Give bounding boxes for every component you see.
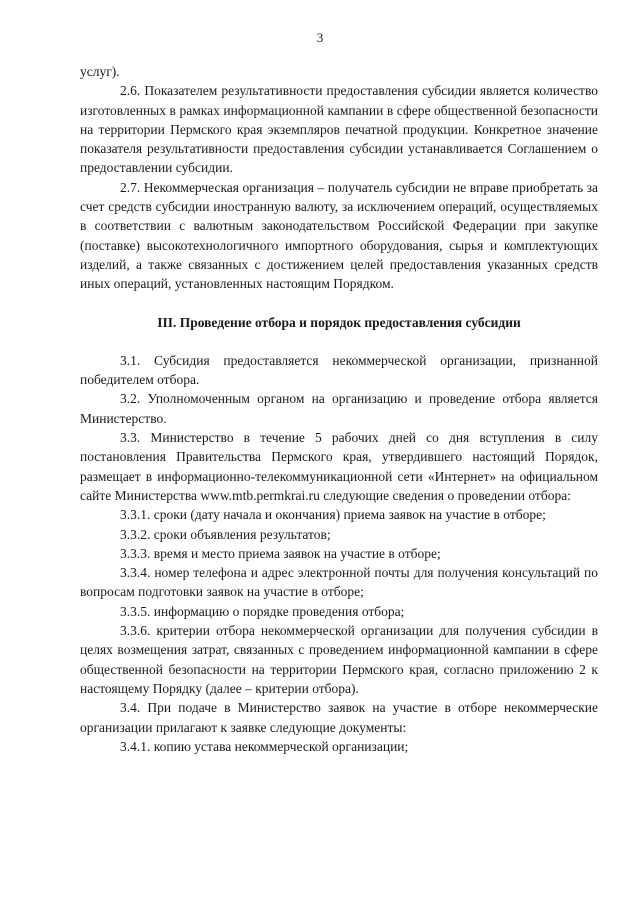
paragraph-3-3-2: 3.3.2. сроки объявления результатов; [120,526,331,542]
paragraph-3-3-6: 3.3.6. критерии отбора некоммерческой организации для получения субсидии в целях возмещения затрат, связанных с проведением информационной кампании в сфере общественной безопасности на территории Пермского края, согласно приложению 2 к настоящему Порядку (далее – критерии отбора). [80,623,598,696]
paragraph-continuation: услуг). [80,64,120,79]
paragraph-3-3-3: 3.3.3. время и место приема заявок на участие в отборе; [120,545,441,561]
paragraph-3-2: 3.2. Уполномоченным органом на организацию и проведение отбора является Министерство. [80,391,598,426]
paragraph-2-6: 2.6. Показателем результативности предоставления субсидии является количество изготовленных в рамках информационной кампании в сфере общественной безопасности на территории Пермского края экземпляров печатной продукции. Конкретное значение показателя результативности предоставления субсидии устанавливается Соглашением о предоставлении субсидии. [80,83,598,176]
paragraph-2-7: 2.7. Некоммерческая организация – получатель субсидии не вправе приобретать за счет средств субсидии иностранную валюту, за исключением операций, осуществляемых в соответствии с валютным законодательством Российской Федерации при закупке (поставке) высокотехнологичного импортного оборудования, сырья и комплектующих изделий, а также связанных с достижением целей предоставления указанных средств иных операций, установленных настоящим Порядком. [80,179,598,292]
paragraph-3-3-4: 3.3.4. номер телефона и адрес электронной почты для получения консультаций по вопросам подготовки заявок на участие в отборе; [80,565,598,600]
document-body [80,62,598,756]
page-number: 3 [316,30,324,45]
paragraph-3-1: 3.1. Субсидия предоставляется некоммерческой организации, признанной победителем отбора. [80,352,598,388]
paragraph-3-3-1: 3.3.1. сроки (дату начала и окончания) приема заявок на участие в отборе; [120,507,546,523]
section-heading: III. Проведение отбора и порядок предоставления субсидии [157,314,521,330]
paragraph-3-4: 3.4. При подаче в Министерство заявок на участие в отборе некоммерческие организации прилагают к заявке следующие документы: [80,700,598,735]
paragraph-3-4-1: 3.4.1. копию устава некоммерческой организации; [120,738,409,754]
paragraph-3-3: 3.3. Министерство в течение 5 рабочих дней со дня вступления в силу постановления Правительства Пермского края, утвердившего настоящий Порядок, размещает в информационно-телекоммуникационной сети «Интернет» на официальном сайте Министерства www.mtb.permkrai.ru следующие сведения о проведении отбора: [80,430,598,503]
paragraph-3-3-5: 3.3.5. информацию о порядке проведения отбора; [120,603,405,619]
